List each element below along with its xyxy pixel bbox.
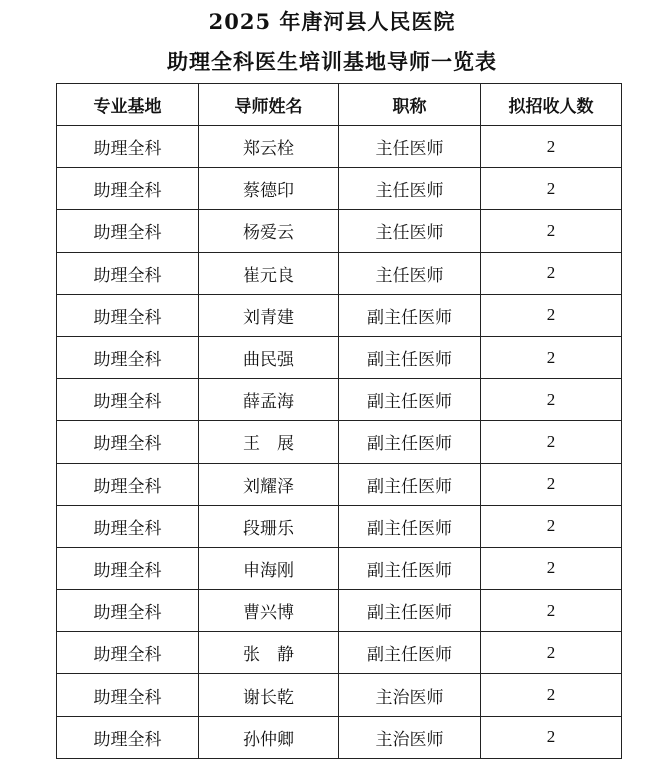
cell-mentor-name: 杨爱云 — [199, 210, 339, 252]
mentor-table — [56, 83, 622, 759]
cell-planned-enrollment: 2 — [481, 632, 622, 674]
cell-mentor-name: 段珊乐 — [199, 505, 339, 547]
cell-specialty-base: 助理全科 — [57, 294, 199, 336]
page-title: 2025 年唐河县人民医院 — [208, 9, 456, 34]
table-row — [57, 126, 622, 168]
cell-planned-enrollment: 2 — [481, 379, 622, 421]
cell-specialty-base: 助理全科 — [57, 674, 199, 716]
cell-specialty-base: 助理全科 — [57, 547, 199, 589]
cell-specialty-base: 助理全科 — [57, 632, 199, 674]
cell-specialty-base: 助理全科 — [57, 336, 199, 378]
cell-mentor-name: 张 静 — [199, 632, 339, 674]
cell-professional-title: 副主任医师 — [339, 421, 481, 463]
cell-professional-title: 主治医师 — [339, 674, 481, 716]
cell-mentor-name: 孙仲卿 — [199, 716, 339, 758]
cell-professional-title: 副主任医师 — [339, 463, 481, 505]
cell-specialty-base: 助理全科 — [57, 210, 199, 252]
cell-mentor-name: 薛孟海 — [199, 379, 339, 421]
cell-planned-enrollment: 2 — [481, 547, 622, 589]
table-row — [57, 463, 622, 505]
cell-professional-title: 主任医师 — [339, 126, 481, 168]
cell-specialty-base: 助理全科 — [57, 590, 199, 632]
table-row — [57, 379, 622, 421]
cell-professional-title: 副主任医师 — [339, 379, 481, 421]
cell-specialty-base: 助理全科 — [57, 252, 199, 294]
cell-professional-title: 主治医师 — [339, 716, 481, 758]
cell-mentor-name: 崔元良 — [199, 252, 339, 294]
cell-specialty-base: 助理全科 — [57, 126, 199, 168]
table-row — [57, 505, 622, 547]
cell-planned-enrollment: 2 — [481, 716, 622, 758]
cell-planned-enrollment: 2 — [481, 336, 622, 378]
table-row — [57, 168, 622, 210]
cell-mentor-name: 刘青建 — [199, 294, 339, 336]
cell-specialty-base: 助理全科 — [57, 168, 199, 210]
cell-planned-enrollment: 2 — [481, 294, 622, 336]
table-row — [57, 294, 622, 336]
header-planned-enrollment: 拟招收人数 — [481, 84, 622, 126]
header-mentor-name: 导师姓名 — [199, 84, 339, 126]
cell-professional-title: 主任医师 — [339, 252, 481, 294]
cell-specialty-base: 助理全科 — [57, 716, 199, 758]
table-row — [57, 421, 622, 463]
table-row — [57, 252, 622, 294]
page-subtitle: 助理全科医生培训基地导师一览表 — [167, 49, 497, 74]
cell-professional-title: 副主任医师 — [339, 505, 481, 547]
table-row — [57, 674, 622, 716]
cell-planned-enrollment: 2 — [481, 210, 622, 252]
cell-professional-title: 主任医师 — [339, 210, 481, 252]
cell-professional-title: 副主任医师 — [339, 547, 481, 589]
cell-specialty-base: 助理全科 — [57, 505, 199, 547]
cell-planned-enrollment: 2 — [481, 126, 622, 168]
header-professional-title: 职称 — [339, 84, 481, 126]
cell-planned-enrollment: 2 — [481, 421, 622, 463]
cell-specialty-base: 助理全科 — [57, 379, 199, 421]
cell-mentor-name: 王 展 — [199, 421, 339, 463]
cell-mentor-name: 曲民强 — [199, 336, 339, 378]
cell-planned-enrollment: 2 — [481, 168, 622, 210]
cell-mentor-name: 申海刚 — [199, 547, 339, 589]
cell-professional-title: 副主任医师 — [339, 632, 481, 674]
cell-planned-enrollment: 2 — [481, 252, 622, 294]
header-specialty-base: 专业基地 — [57, 84, 199, 126]
cell-mentor-name: 刘耀泽 — [199, 463, 339, 505]
cell-mentor-name: 蔡德印 — [199, 168, 339, 210]
cell-planned-enrollment: 2 — [481, 674, 622, 716]
table-row — [57, 210, 622, 252]
cell-planned-enrollment: 2 — [481, 463, 622, 505]
cell-specialty-base: 助理全科 — [57, 421, 199, 463]
cell-professional-title: 副主任医师 — [339, 336, 481, 378]
cell-professional-title: 主任医师 — [339, 168, 481, 210]
cell-mentor-name: 曹兴博 — [199, 590, 339, 632]
table-header-row — [57, 84, 622, 126]
cell-mentor-name: 谢长乾 — [199, 674, 339, 716]
cell-professional-title: 副主任医师 — [339, 590, 481, 632]
table-row — [57, 632, 622, 674]
table-row — [57, 716, 622, 758]
cell-professional-title: 副主任医师 — [339, 294, 481, 336]
table-row — [57, 336, 622, 378]
cell-planned-enrollment: 2 — [481, 505, 622, 547]
table-row — [57, 590, 622, 632]
table-body — [57, 126, 622, 759]
cell-specialty-base: 助理全科 — [57, 463, 199, 505]
cell-mentor-name: 郑云栓 — [199, 126, 339, 168]
cell-planned-enrollment: 2 — [481, 590, 622, 632]
table-row — [57, 547, 622, 589]
